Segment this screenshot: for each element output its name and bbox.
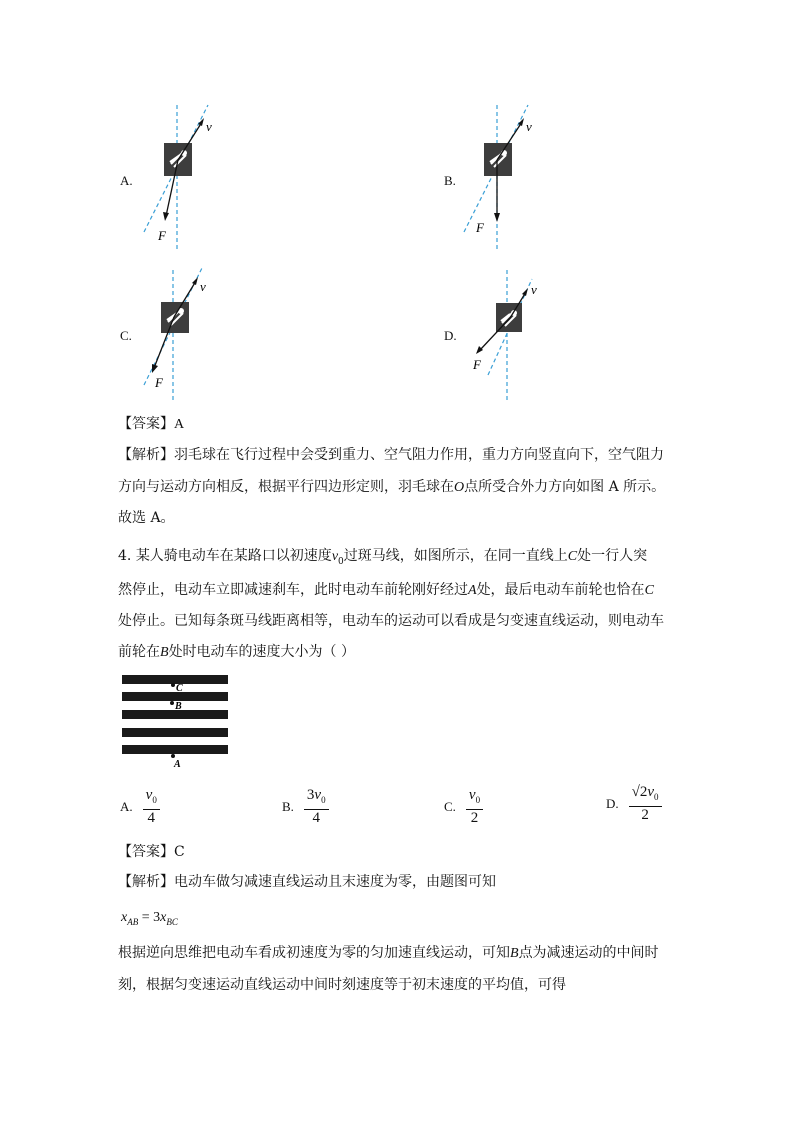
- q3-analysis-line1: 【解析】羽毛球在飞行过程中会受到重力、空气阻力作用，重力方向竖直向下，空气阻力: [118, 447, 664, 463]
- q4-option-a: A. $\frac{v_0}{4}$: [120, 787, 160, 827]
- svg-text:C: C: [176, 683, 183, 694]
- option-d-label: D.: [444, 328, 457, 343]
- velocity-label: v: [526, 119, 532, 134]
- force-label: F: [473, 357, 481, 372]
- zebra-crossing-figure: [118, 672, 233, 772]
- q3-analysis-line3: 故选 A。: [118, 510, 175, 526]
- q3-answer: 【答案】A: [118, 416, 185, 432]
- zebra-stripe: [122, 692, 228, 701]
- force-label: F: [158, 228, 166, 243]
- zebra-stripe: [122, 728, 228, 737]
- zebra-stripe: [122, 675, 228, 684]
- q4-analysis-line3: 根据逆向思维把电动车看成初速度为零的匀加速直线运动，可知B点为减速运动的中间时: [118, 945, 659, 961]
- option-a-diagram: [140, 100, 250, 260]
- velocity-label: v: [206, 119, 212, 134]
- option-c-diagram: [140, 265, 250, 405]
- option-c-label: C.: [120, 328, 132, 343]
- q4-analysis-line1: 【解析】电动车做匀减速直线运动且末速度为零，由题图可知: [118, 874, 496, 890]
- q4-stem-line2: 然停止，电动车立即减速刹车，此时电动车前轮刚好经过A处，最后电动车前轮也恰在C: [118, 582, 654, 598]
- svg-text:B: B: [175, 701, 182, 712]
- force-label: F: [476, 220, 484, 235]
- q4-option-d: D. $\frac{√2v_0}{2}$: [606, 784, 662, 824]
- zebra-stripe: [122, 745, 228, 754]
- q4-stem-line3: 处停止。已知每条斑马线距离相等，电动车的运动可以看成是匀变速直线运动，则电动车: [118, 613, 664, 629]
- option-d-diagram: [460, 265, 570, 405]
- q4-stem-line1: 4. 某人骑电动车在某路口以初速度$v_0$过斑马线，如图所示，在同一直线上C处一行人突: [118, 548, 648, 567]
- q3-analysis-line2: 方向与运动方向相反，根据平行四边形定则，羽毛球在O点所受合外力方向如图 A 所示。: [118, 479, 666, 495]
- q4-stem-line4: 前轮在B处时电动车的速度大小为（ ）: [118, 644, 356, 660]
- q4-equation: $x_{AB} = 3x_{BC}$: [121, 910, 178, 927]
- option-b-diagram: [460, 100, 570, 260]
- q4-option-b: B. $\frac{3v_0}{4}$: [282, 787, 329, 827]
- q4-analysis-line4: 刻，根据匀变速运动直线运动中间时刻速度等于初末速度的平均值，可得: [118, 977, 566, 993]
- option-b-label: B.: [444, 173, 456, 188]
- option-a-label: A.: [120, 173, 133, 188]
- q4-option-c: C. $\frac{v_0}{2}$: [444, 787, 483, 827]
- point-a: [171, 754, 175, 758]
- point-c: [171, 683, 175, 687]
- velocity-label: v: [200, 279, 206, 294]
- velocity-label: v: [531, 282, 537, 297]
- force-label: F: [155, 375, 163, 390]
- point-b: [170, 701, 174, 705]
- q4-answer: 【答案】C: [118, 844, 185, 860]
- svg-text:A: A: [174, 759, 181, 770]
